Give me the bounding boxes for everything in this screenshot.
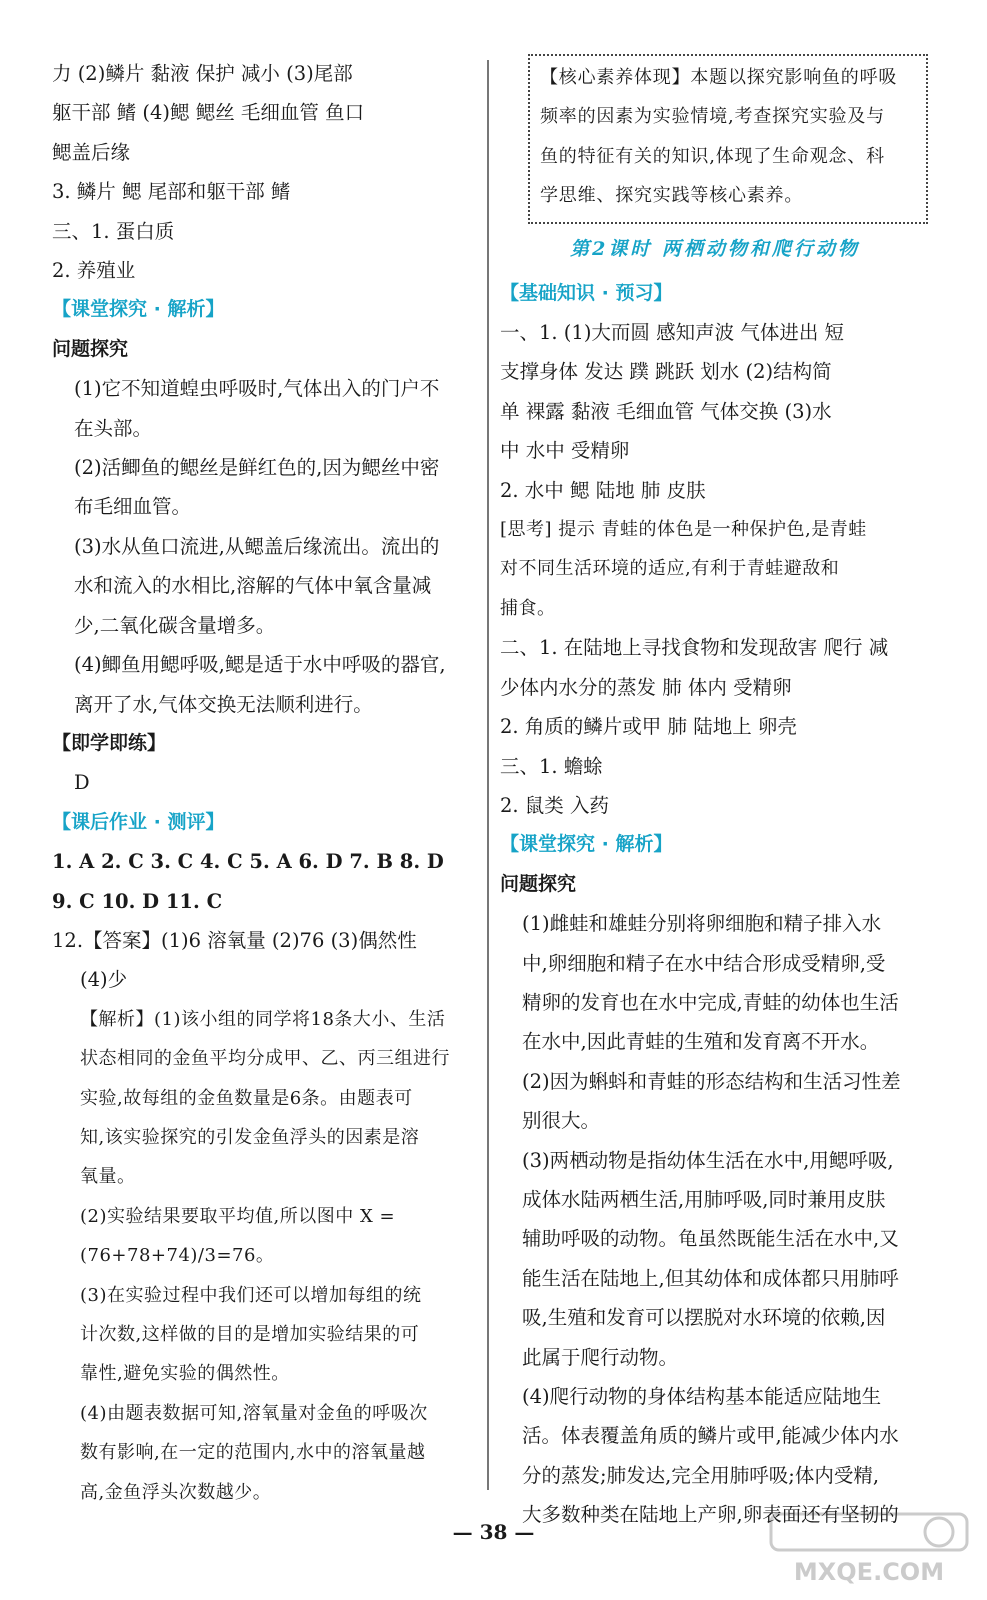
text-line: 水和流入的水相比,溶解的气体中氧含量减 [74, 574, 432, 598]
text-line: 3. 鳞片 鳃 尾部和躯干部 鳍 [52, 180, 291, 204]
text-line: 三、1. 蟾蜍 [500, 754, 603, 778]
right-column [500, 54, 930, 1535]
text-line: (1)它不知道蝗虫呼吸时,气体出入的门户不 [74, 377, 440, 401]
text-line: 少,二氧化碳含量增多。 [74, 613, 276, 637]
text-line: 支撑身体 发达 蹼 跳跃 划水 (2)结构简 [500, 360, 832, 384]
text-line: 躯干部 鳍 (4)鳃 鳃丝 毛细血管 鱼口 [52, 101, 365, 125]
text-line: (2)活鲫鱼的鳃丝是鲜红色的,因为鳃丝中密 [74, 456, 440, 480]
section-heading: 【基础知识 · 预习】 [500, 281, 673, 304]
text-line: 别很大。 [522, 1109, 601, 1133]
text-line: 大多数种类在陆地上产卵,卵表面还有坚韧的 [522, 1503, 899, 1527]
answer-line: D [74, 771, 90, 795]
text-line: 力 (2)鳞片 黏液 保护 减小 (3)尾部 [52, 62, 353, 85]
text-line: 少体内水分的蒸发 肺 体内 受精卵 [500, 675, 792, 699]
explanation-line: 【解析】(1)该小组的同学将18条大小、生活 [80, 1008, 446, 1030]
text-line: [思考] 提示 青蛙的体色是一种保护色,是青蛙 [500, 519, 867, 541]
text-line: 吸,生殖和发育可以摆脱对水环境的依赖,因 [522, 1306, 886, 1330]
subheading: 问题探究 [500, 872, 577, 895]
core-line: 鱼的特征有关的知识,体现了生命观念、科 [540, 145, 885, 167]
text-line: 鳃盖后缘 [52, 140, 131, 164]
text-line: 分的蒸发;肺发达,完全用肺呼吸;体内受精, [522, 1463, 880, 1487]
text-line: 捕食。 [500, 597, 556, 619]
text-line: 三、1. 蛋白质 [52, 219, 175, 243]
text-line: 在水中,因此青蛙的生殖和发育离不开水。 [522, 1030, 880, 1054]
subheading: 问题探究 [52, 337, 129, 360]
text-line: 成体水陆两栖生活,用肺呼吸,同时兼用皮肤 [522, 1187, 886, 1211]
core-line: 【核心素养体现】本题以探究影响鱼的呼吸 [540, 67, 898, 88]
text-line: 中,卵细胞和精子在水中结合形成受精卵,受 [522, 951, 886, 975]
section-heading: 【课堂探究 · 解析】 [52, 298, 225, 321]
text-line: 活。体表覆盖角质的鳞片或甲,能减少体内水 [522, 1424, 899, 1448]
text-line: (1)雌蛙和雄蛙分别将卵细胞和精子排入水 [522, 912, 882, 936]
explanation-line: 靠性,避免实验的偶然性。 [80, 1363, 290, 1385]
text-line: 辅助呼吸的动物。龟虽然既能生活在水中,又 [522, 1227, 899, 1251]
explanation-line: 数有影响,在一定的范围内,水中的溶氧量越 [80, 1442, 426, 1464]
watermark-logo-icon [769, 1510, 969, 1588]
core-line: 频率的因素为实验情境,考查探究实验及与 [540, 106, 885, 128]
explanation-line: 状态相同的金鱼平均分成甲、乙、丙三组进行 [80, 1048, 450, 1070]
explanation-line: (2)实验结果要取平均值,所以图中 X = [80, 1205, 396, 1227]
page-number: — 38 — [452, 1520, 535, 1544]
text-line: 2. 鼠类 入药 [500, 793, 610, 817]
explanation-line: 氧量。 [80, 1166, 136, 1188]
text-line: 2. 角质的鳞片或甲 肺 陆地上 卵壳 [500, 715, 797, 739]
text-line: 单 裸露 黏液 毛细血管 气体交换 (3)水 [500, 399, 832, 423]
text-line: 离开了水,气体交换无法顺利进行。 [74, 692, 373, 716]
explanation-line: (4)由题表数据可知,溶氧量对金鱼的呼吸次 [80, 1402, 428, 1424]
answer-line: 9. C 10. D 11. C [52, 889, 223, 913]
text-line: (2)因为蝌蚪和青蛙的形态结构和生活习性差 [522, 1069, 901, 1093]
text-line: (3)两栖动物是指幼体生活在水中,用鳃呼吸, [522, 1148, 894, 1172]
explanation-line: (76+78+74)/3=76。 [80, 1245, 275, 1267]
text-line: 2. 养殖业 [52, 259, 136, 283]
section-heading: 【课堂探究 · 解析】 [500, 833, 673, 856]
answer-line: (4)少 [80, 968, 128, 992]
text-line: 能生活在陆地上,但其幼体和成体都只用肺呼 [522, 1266, 899, 1290]
core-literacy-box [528, 54, 928, 224]
text-line: (4)鲫鱼用鳃呼吸,鳃是适于水中呼吸的器官, [74, 653, 446, 677]
explanation-line: 计次数,这样做的目的是增加实验结果的可 [80, 1324, 420, 1345]
text-line: 对不同生活环境的适应,有利于青蛙避敌和 [500, 558, 840, 580]
core-line: 学思维、探究实践等核心素养。 [540, 185, 804, 207]
answer-line: 12.【答案】(1)6 溶氧量 (2)76 (3)偶然性 [52, 928, 417, 952]
answer-line: 1. A 2. C 3. C 4. C 5. A 6. D 7. B 8. D [52, 850, 444, 874]
explanation-line: 实验,故每组的金鱼数量是6条。由题表可 [80, 1087, 413, 1109]
watermark-text: MXQE.COM [793, 1558, 945, 1586]
text-line: 中 水中 受精卵 [500, 439, 630, 463]
text-line: 二、1. 在陆地上寻找食物和发现敌害 爬行 减 [500, 636, 889, 660]
explanation-line: 高,金鱼浮头次数越少。 [80, 1481, 272, 1503]
column-divider [487, 60, 489, 1490]
text-line: 在头部。 [74, 416, 153, 440]
text-line: 2. 水中 鳃 陆地 肺 皮肤 [500, 478, 706, 502]
section-heading: 【课后作业 · 测评】 [52, 810, 225, 833]
text-line: 一、1. (1)大而圆 感知声波 气体进出 短 [500, 321, 845, 345]
subheading: 【即学即练】 [52, 731, 167, 754]
lesson-title: 第2课时 两栖动物和爬行动物 [570, 237, 860, 260]
text-line: 精卵的发育也在水中完成,青蛙的幼体也生活 [522, 990, 899, 1014]
text-line: (3)水从鱼口流进,从鳃盖后缘流出。流出的 [74, 534, 440, 558]
left-column [52, 54, 482, 1512]
text-line: 此属于爬行动物。 [522, 1345, 679, 1369]
text-line: (4)爬行动物的身体结构基本能适应陆地生 [522, 1385, 882, 1408]
explanation-line: 知,该实验探究的引发金鱼浮头的因素是溶 [80, 1126, 420, 1148]
explanation-line: (3)在实验过程中我们还可以增加每组的统 [80, 1284, 422, 1306]
text-line: 布毛细血管。 [74, 495, 192, 519]
